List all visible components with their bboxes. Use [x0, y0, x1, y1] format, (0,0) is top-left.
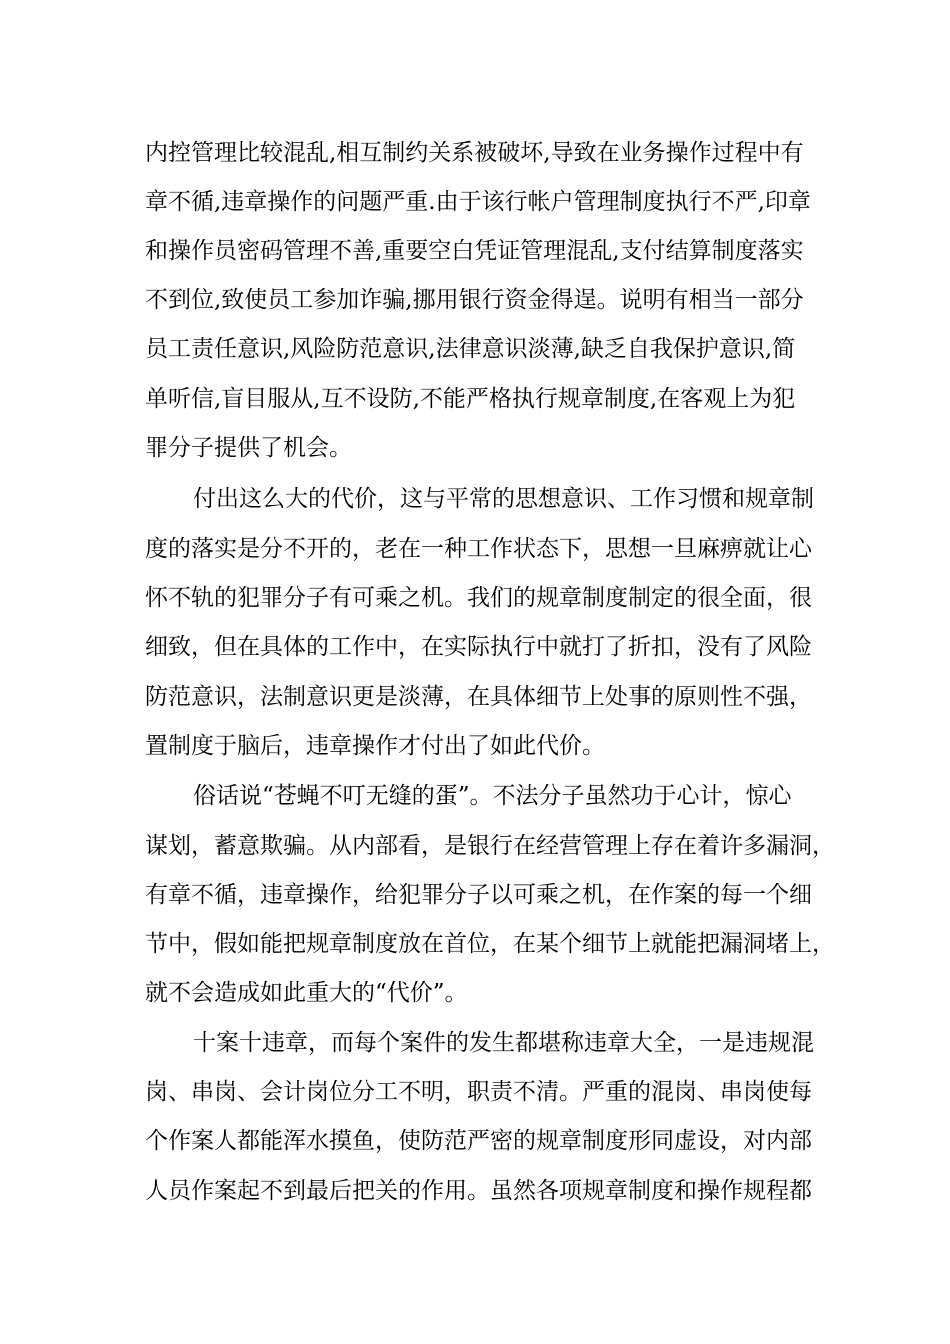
paragraph-3-line-5: 就不会造成如此重大的“代价”。	[145, 980, 468, 1006]
paragraph-1-line-7: 罪分子提供了机会。	[145, 435, 352, 461]
paragraph-3-line-4: 节中，假如能把规章制度放在首位，在某个细节上就能把漏洞堵上，	[145, 931, 835, 957]
paragraph-4-line-2: 岗、串岗、会计岗位分工不明，职责不清。严重的混岗、串岗使每	[145, 1079, 812, 1105]
paragraph-2-line-4: 细致，但在具体的工作中，在实际执行中就打了折扣，没有了风险	[145, 634, 812, 660]
paragraph-2-line-6: 置制度于脑后，违章操作才付出了如此代价。	[145, 733, 605, 759]
paragraph-3-line-3: 有章不循，违章操作，给犯罪分子以可乘之机，在作案的每一个细	[145, 882, 812, 908]
paragraph-3-line-1: 俗话说“苍蝇不叮无缝的蛋”。不法分子虽然功于心计，惊心	[193, 783, 792, 809]
paragraph-1-line-6: 单听信,盲目服从,互不设防,不能严格执行规章制度,在客观上为犯	[145, 386, 796, 412]
paragraph-3-line-2: 谋划，蓄意欺骗。从内部看，是银行在经营管理上存在着许多漏洞，	[145, 833, 835, 859]
paragraph-2-line-3: 怀不轨的犯罪分子有可乘之机。我们的规章制度制定的很全面，很	[145, 585, 812, 611]
paragraph-4-line-3: 个作案人都能浑水摸鱼，使防范严密的规章制度形同虚设，对内部	[145, 1128, 812, 1154]
paragraph-1-line-5: 员工责任意识,风险防范意识,法律意识淡薄,缺乏自我保护意识,简	[145, 336, 796, 362]
paragraph-4-line-1: 十案十违章，而每个案件的发生都堪称违章大全，一是违规混	[193, 1030, 814, 1056]
paragraph-4-line-4: 人员作案起不到最后把关的作用。虽然各项规章制度和操作规程都	[145, 1178, 812, 1204]
paragraph-2-line-5: 防范意识，法制意识更是淡薄，在具体细节上处事的原则性不强，	[145, 684, 812, 710]
paragraph-1-line-3: 和操作员密码管理不善,重要空白凭证管理混乱,支付结算制度落实	[145, 238, 804, 264]
paragraph-1-line-2: 章不循,违章操作的问题严重.由于该行帐户管理制度执行不严,印章	[145, 189, 811, 215]
paragraph-2-line-1: 付出这么大的代价，这与平常的思想意识、工作习惯和规章制	[193, 486, 814, 512]
paragraph-1-line-4: 不到位,致使员工参加诈骗,挪用银行资金得逞。说明有相当一部分	[145, 287, 804, 313]
paragraph-1-line-1: 内控管理比较混乱,相互制约关系被破坏,导致在业务操作过程中有	[145, 140, 804, 166]
paragraph-2-line-2: 度的落实是分不开的，老在一种工作状态下，思想一旦麻痹就让心	[145, 536, 812, 562]
